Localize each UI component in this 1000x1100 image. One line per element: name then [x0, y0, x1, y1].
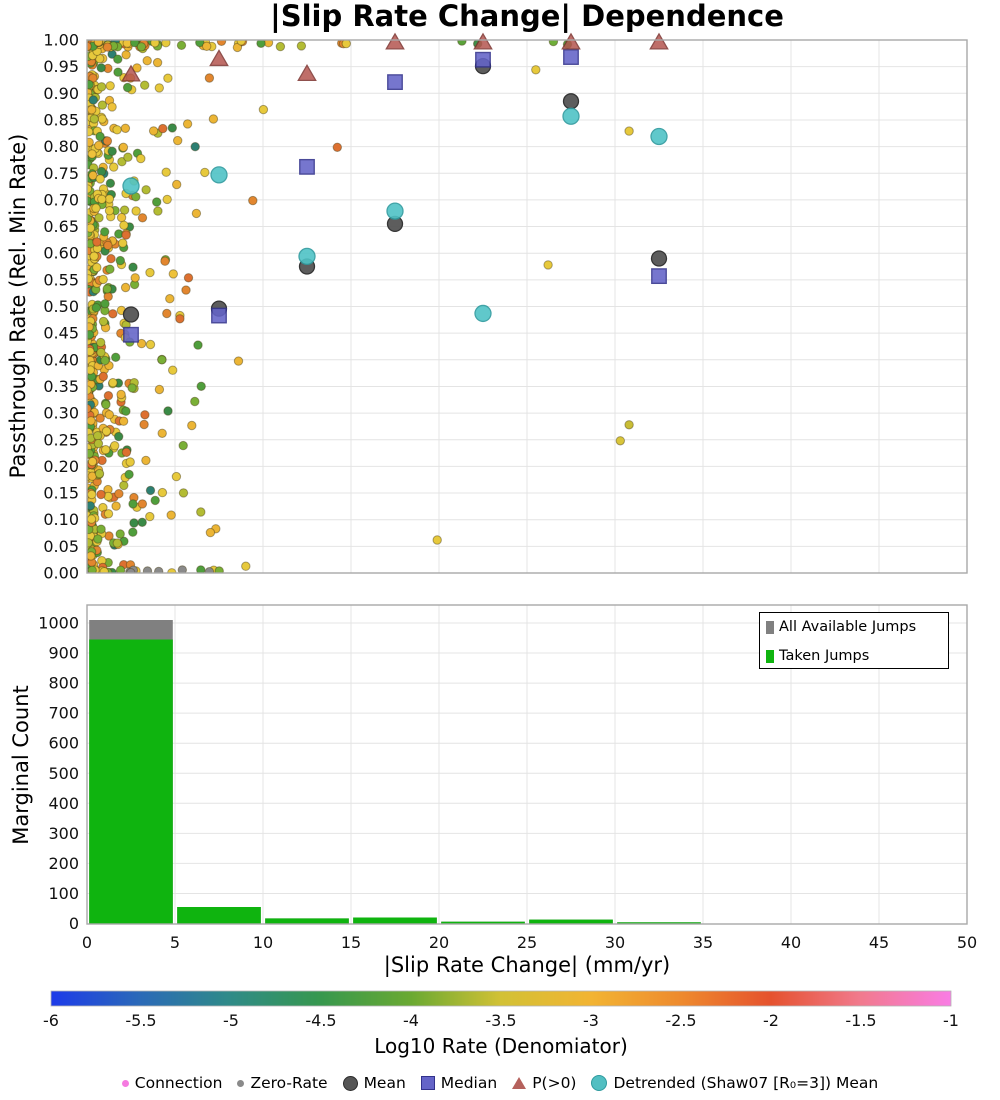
svg-text:0: 0: [68, 914, 79, 933]
svg-text:0.60: 0.60: [43, 243, 79, 263]
marker-legend: [0, 1074, 1000, 1092]
svg-text:-1: -1: [943, 1011, 959, 1030]
bar-taken: [177, 907, 261, 924]
svg-text:45: 45: [868, 933, 890, 952]
p-gt0-marker: [650, 34, 667, 49]
svg-text:0.40: 0.40: [43, 350, 79, 370]
svg-text:25: 25: [516, 933, 538, 952]
svg-text:0.55: 0.55: [43, 270, 79, 290]
detrended-marker: [651, 128, 667, 144]
x-axis-label: |Slip Rate Change| (mm/yr): [383, 953, 671, 977]
svg-text:900: 900: [48, 643, 79, 663]
chart-title: |Slip Rate Change| Dependence: [270, 0, 784, 33]
median-label: Median: [440, 1074, 498, 1092]
svg-text:700: 700: [48, 703, 79, 723]
p-gt0-marker: [298, 65, 315, 80]
detrended-marker: [299, 248, 315, 264]
svg-text:200: 200: [48, 853, 79, 873]
svg-text:0.05: 0.05: [43, 536, 79, 556]
detrended-marker: [387, 203, 403, 219]
bottom-y-axis-label: Marginal Count: [9, 685, 33, 845]
svg-text:0: 0: [81, 933, 93, 952]
bar-taken: [529, 920, 613, 924]
histogram-legend: [759, 612, 949, 669]
svg-text:0.15: 0.15: [43, 483, 79, 503]
connection-label: Connection: [134, 1074, 223, 1092]
legend-item-zero-rate: [237, 1074, 327, 1092]
zero-rate-label: Zero-Rate: [250, 1074, 328, 1092]
svg-text:-5.5: -5.5: [125, 1011, 157, 1030]
top-y-axis-label: Passthrough Rate (Rel. Min Rate): [6, 133, 30, 479]
median-marker: [124, 328, 138, 342]
svg-text:0.10: 0.10: [43, 510, 79, 530]
svg-text:-6: -6: [43, 1011, 59, 1030]
mean-marker: [652, 251, 667, 266]
svg-text:0.85: 0.85: [43, 110, 79, 130]
legend-item-median: [421, 1074, 497, 1092]
colorbar-tick-labels: [43, 1011, 959, 1030]
top-y-tick-labels: [43, 31, 79, 583]
p-gt-0-triangle-icon: [512, 1077, 526, 1089]
svg-text:0.00: 0.00: [43, 563, 79, 583]
x-tick-labels: [82, 933, 977, 952]
svg-text:-2: -2: [763, 1011, 779, 1030]
svg-text:0.75: 0.75: [43, 163, 79, 183]
median-marker: [300, 160, 314, 174]
svg-text:-3: -3: [583, 1011, 599, 1030]
svg-text:300: 300: [48, 823, 79, 843]
mean-label: Mean: [363, 1074, 406, 1092]
svg-text:1000: 1000: [38, 613, 79, 633]
svg-text:400: 400: [48, 793, 79, 813]
mean-marker: [124, 307, 139, 322]
svg-text:0.25: 0.25: [43, 430, 79, 450]
svg-text:40: 40: [780, 933, 802, 952]
svg-text:0.95: 0.95: [43, 57, 79, 77]
bar-taken: [353, 918, 437, 924]
taken-jumps-label: Taken Jumps: [779, 648, 870, 664]
all-available-jumps-swatch-icon: [766, 621, 774, 634]
all-available-jumps-label: All Available Jumps: [779, 619, 917, 635]
svg-text:0.30: 0.30: [43, 403, 79, 423]
svg-text:5: 5: [169, 933, 181, 952]
histogram-bars: [89, 620, 701, 924]
legend-item-connection: [122, 1074, 223, 1092]
mean-marker: [564, 94, 579, 109]
svg-text:0.20: 0.20: [43, 456, 79, 476]
svg-text:35: 35: [692, 933, 714, 952]
svg-text:-4: -4: [403, 1011, 419, 1030]
svg-text:-4.5: -4.5: [305, 1011, 337, 1030]
svg-text:800: 800: [48, 673, 79, 693]
svg-text:10: 10: [252, 933, 274, 952]
median-marker: [388, 75, 402, 89]
detrended-marker: [123, 178, 139, 194]
svg-text:0.70: 0.70: [43, 190, 79, 210]
median-marker: [476, 53, 490, 67]
colorbar: [51, 991, 951, 1006]
svg-text:15: 15: [340, 933, 362, 952]
legend-item-mean: [343, 1074, 406, 1092]
svg-text:-1.5: -1.5: [845, 1011, 877, 1030]
bar-taken: [441, 922, 525, 924]
taken-jumps-swatch-icon: [766, 650, 774, 663]
svg-text:0.50: 0.50: [43, 297, 79, 316]
svg-text:0.90: 0.90: [43, 83, 79, 103]
median-marker: [652, 269, 666, 283]
svg-text:-5: -5: [223, 1011, 239, 1030]
detrended-marker: [563, 108, 579, 124]
svg-text:-2.5: -2.5: [665, 1011, 697, 1030]
detrended-marker: [211, 167, 227, 183]
svg-text:1.00: 1.00: [43, 30, 79, 50]
zero-rate-dot-icon: [237, 1080, 244, 1087]
p-gt0-marker: [386, 34, 403, 49]
legend-item-detrended: [591, 1074, 878, 1092]
bottom-y-tick-labels: [38, 614, 79, 934]
legend-row-taken: [766, 648, 943, 664]
bar-taken: [265, 918, 349, 923]
svg-text:0.80: 0.80: [43, 137, 79, 157]
detrended-circle-icon: [591, 1075, 607, 1091]
svg-text:0.65: 0.65: [43, 217, 79, 237]
svg-text:500: 500: [48, 763, 79, 783]
median-marker: [564, 50, 578, 64]
legend-item-p-gt-0: [512, 1074, 576, 1092]
svg-text:50: 50: [956, 933, 978, 952]
svg-text:-3.5: -3.5: [485, 1011, 517, 1030]
svg-text:20: 20: [428, 933, 450, 952]
mean-circle-icon: [343, 1076, 358, 1091]
svg-text:0.45: 0.45: [43, 323, 79, 343]
svg-text:600: 600: [48, 733, 79, 753]
summary-markers: [122, 34, 667, 342]
p-gt0-marker: [210, 50, 227, 65]
svg-text:100: 100: [48, 884, 79, 903]
connection-dot-icon: [122, 1080, 129, 1087]
median-marker: [212, 308, 226, 322]
svg-text:0.35: 0.35: [43, 377, 79, 396]
detrended-marker: [475, 305, 491, 321]
colorbar-label: Log10 Rate (Denomiator): [374, 1034, 628, 1058]
median-square-icon: [421, 1076, 435, 1090]
bar-taken: [89, 640, 173, 924]
detrended-label: Detrended (Shaw07 [R₀=3]) Mean: [613, 1074, 879, 1092]
svg-text:30: 30: [604, 933, 626, 952]
legend-row-all-available: [766, 619, 943, 635]
p-gt-0-label: P(>0): [532, 1074, 577, 1092]
